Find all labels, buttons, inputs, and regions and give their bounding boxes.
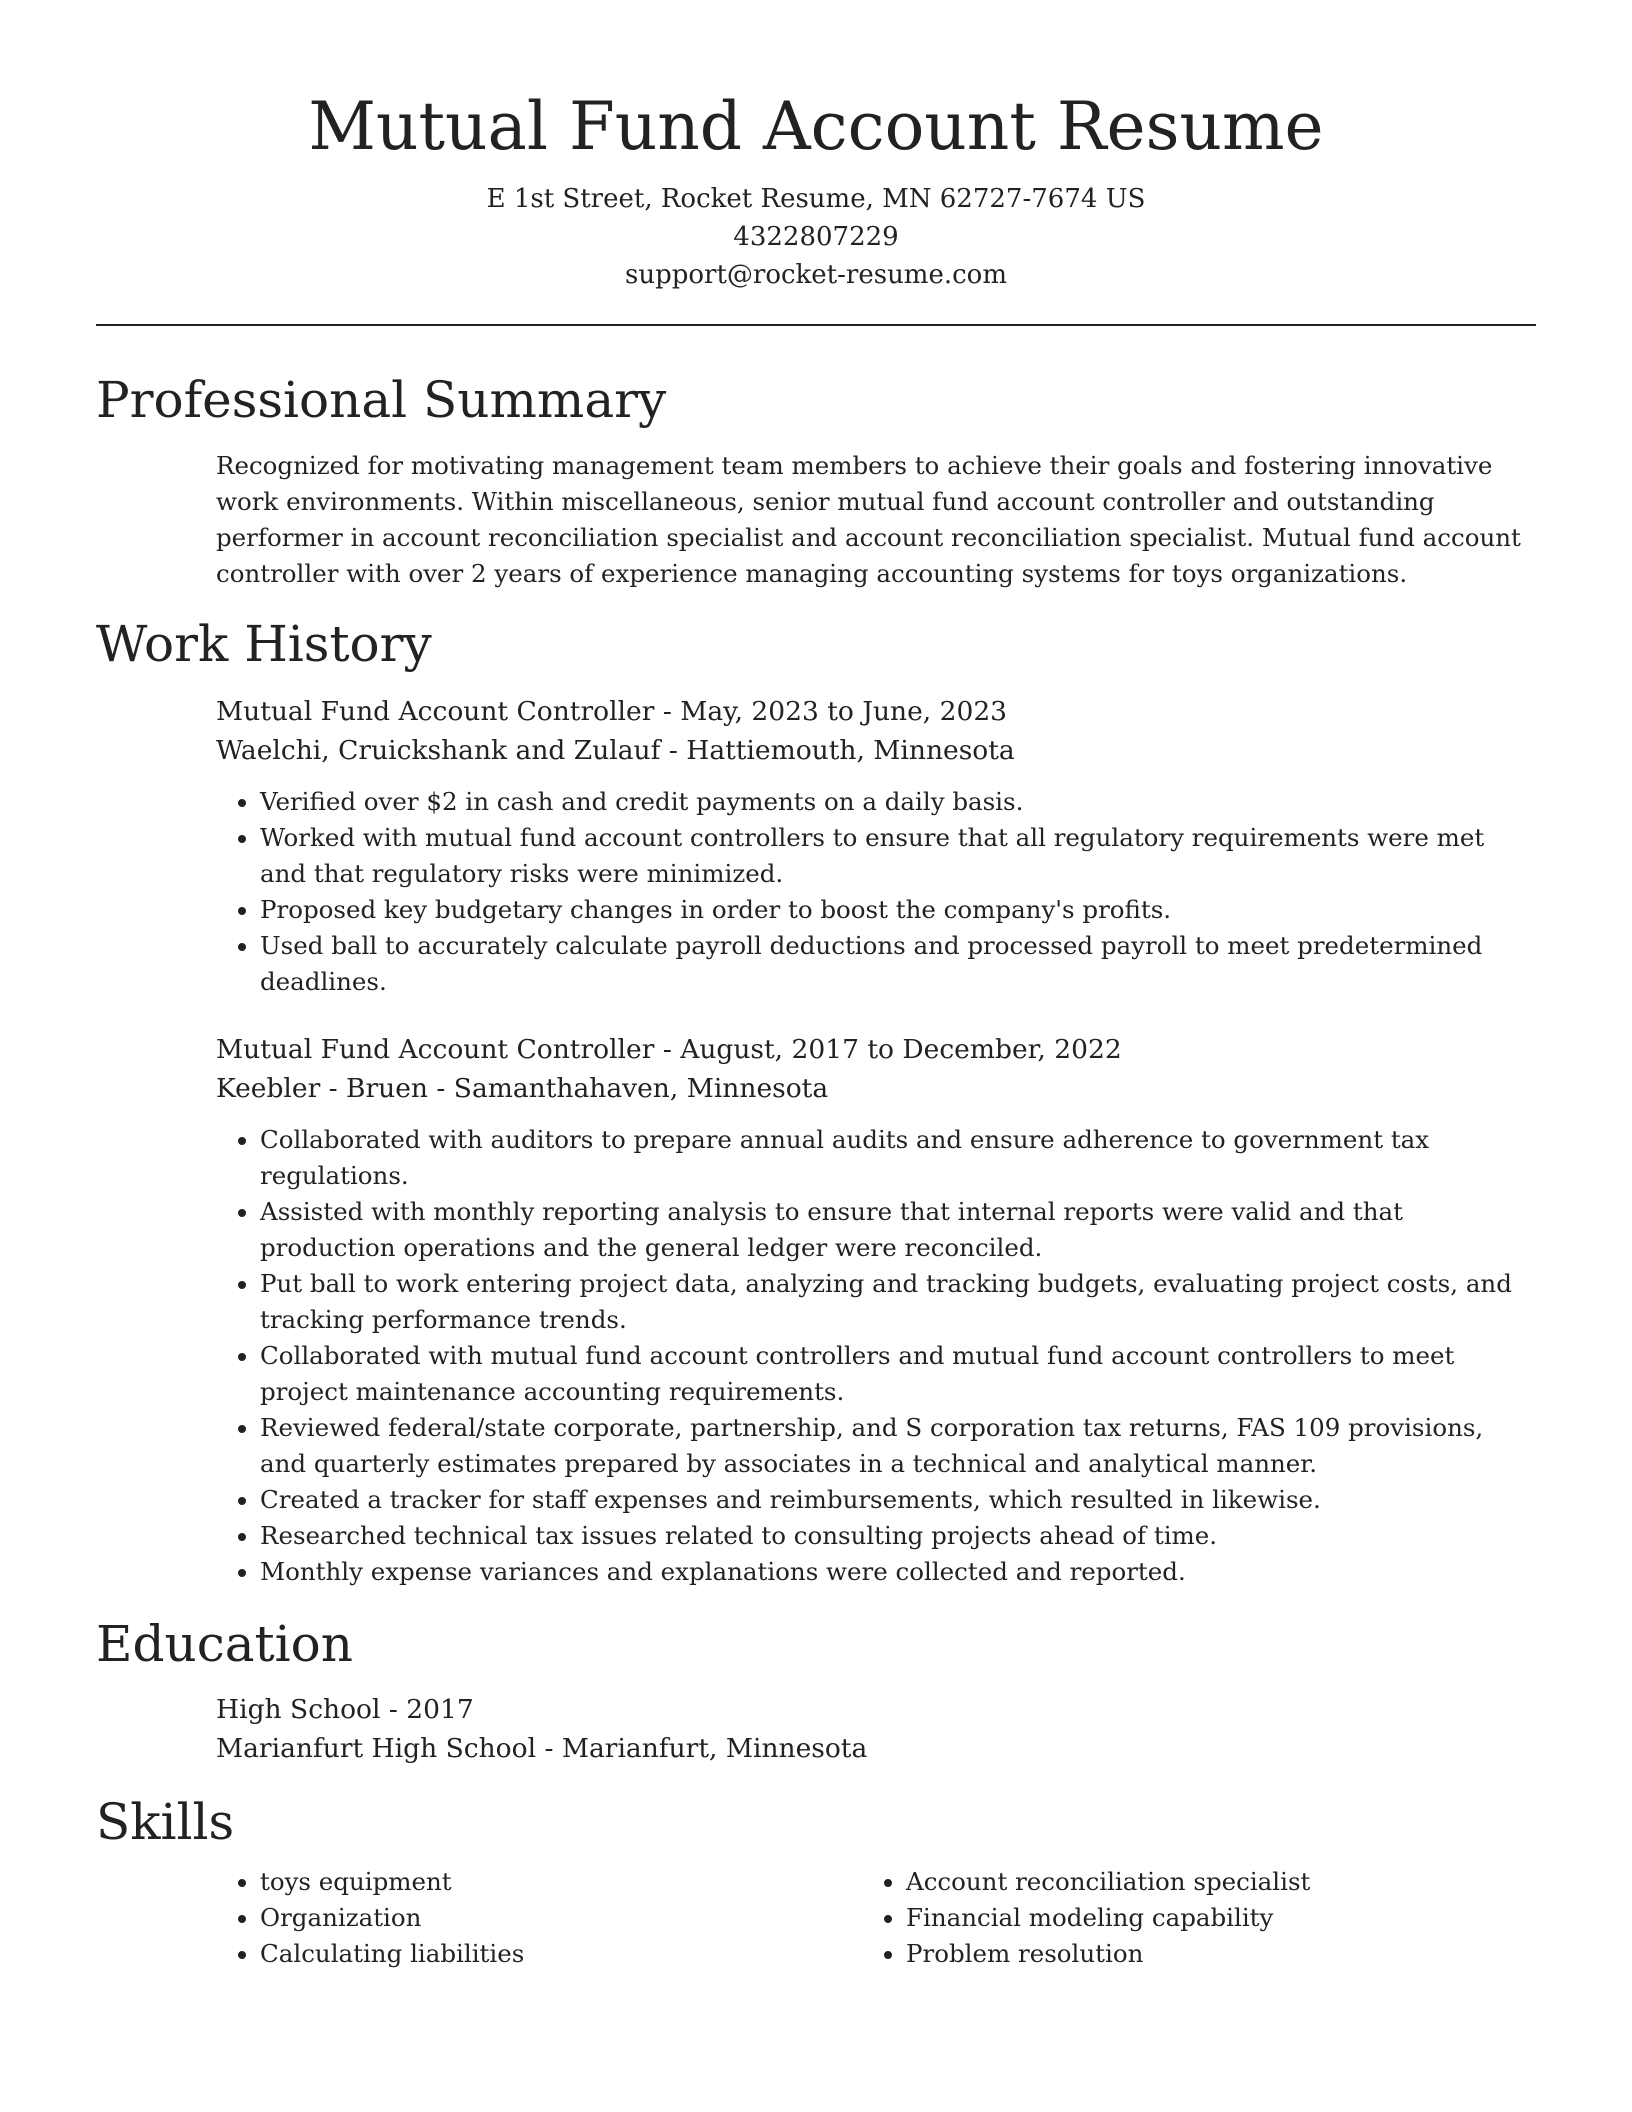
- skills-grid: [216, 1864, 1536, 1972]
- education-degree-line: [216, 1690, 1536, 1729]
- education-degree: High School: [216, 1694, 381, 1725]
- section-title-skills: Skills: [96, 1793, 235, 1851]
- job-company-line: [216, 731, 1536, 770]
- education-school: Marianfurt High School: [216, 1733, 537, 1764]
- job-title: Mutual Fund Account Controller: [216, 1034, 655, 1065]
- job-title: Mutual Fund Account Controller: [216, 696, 655, 727]
- summary-section: [96, 448, 1536, 592]
- education-location: - Marianfurt, Minnesota: [536, 1733, 868, 1764]
- job-entry: [216, 1030, 1536, 1590]
- job-bullet: • Verified over $2 in cash and credit payments on a daily basis.: [260, 784, 1536, 820]
- job-entry: [216, 692, 1536, 1000]
- job-title-line: [216, 692, 1536, 731]
- contact-email: support@rocket-resume.com: [624, 260, 1007, 290]
- skills-column-right: [860, 1864, 1506, 1972]
- job-location: - Samanthahaven, Minnesota: [428, 1073, 829, 1104]
- skills-section: [96, 1864, 1536, 1972]
- job-bullet: • Monthly expense variances and explanations were collected and reported.: [260, 1554, 1536, 1590]
- section-title-education: Education: [96, 1615, 353, 1673]
- job-bullet: • Put ball to work entering project data, analyzing and tracking budgets, evaluating project costs, and tracking performance trends.: [260, 1266, 1536, 1338]
- job-company-line: [216, 1069, 1536, 1108]
- job-dates: - May, 2023 to June, 2023: [654, 696, 1008, 727]
- job-bullet: • Used ball to accurately calculate payroll deductions and processed payroll to meet predetermined deadlines.: [260, 928, 1536, 1000]
- job-bullet: • Created a tracker for staff expenses and reimbursements, which resulted in likewise.: [260, 1482, 1536, 1518]
- job-title-line: [216, 1030, 1536, 1069]
- job-company: Waelchi, Cruickshank and Zulauf: [216, 735, 661, 766]
- job-bullet: • Reviewed federal/state corporate, partnership, and S corporation tax returns, FAS 109 provisions, and quarterly estimates prepared by associates in a technical and analytical manner.: [260, 1410, 1536, 1482]
- summary-text: Recognized for motivating management team members to achieve their goals and fostering innovative work environments. Within miscellaneous, senior mutual fund account controller and outstanding performer in account reconciliation specialist and account reconciliation specialist. Mutual fund account controller with over 2 years of experience managing accounting systems for toys organizations.: [216, 451, 1521, 588]
- job-company: Keebler - Bruen: [216, 1073, 428, 1104]
- job-bullet: • Collaborated with mutual fund account controllers and mutual fund account controllers to meet project maintenance accounting requirements.: [260, 1338, 1536, 1410]
- education-entry: [216, 1690, 1536, 1768]
- resume-name: Mutual Fund Account Resume: [308, 88, 1324, 165]
- skill-item: • Problem resolution: [906, 1936, 1506, 1972]
- contact-phone: 4322807229: [733, 222, 899, 252]
- section-title-summary: Professional Summary: [96, 371, 667, 429]
- education-school-line: [216, 1729, 1536, 1768]
- skill-item: • Financial modeling capability: [906, 1900, 1506, 1936]
- skill-item: • Organization: [260, 1900, 860, 1936]
- job-bullets: [216, 784, 1536, 1000]
- contact-info: [96, 180, 1536, 294]
- job-location: - Hattiemouth, Minnesota: [660, 735, 1015, 766]
- section-title-work-history: Work History: [96, 615, 432, 673]
- skill-item: • toys equipment: [260, 1864, 860, 1900]
- job-bullets: [216, 1122, 1536, 1590]
- skills-column-left: [216, 1864, 860, 1972]
- job-bullet: • Proposed key budgetary changes in order to boost the company's profits.: [260, 892, 1536, 928]
- job-bullet: • Worked with mutual fund account controllers to ensure that all regulatory requirements were met and that regulatory risks were minimized.: [260, 820, 1536, 892]
- job-dates: - August, 2017 to December, 2022: [654, 1034, 1122, 1065]
- header-divider: [96, 324, 1536, 326]
- work-history-section: [96, 692, 1536, 1590]
- contact-address: E 1st Street, Rocket Resume, MN 62727-7674 US: [486, 184, 1146, 214]
- job-bullet: • Researched technical tax issues related to consulting projects ahead of time.: [260, 1518, 1536, 1554]
- skill-item: • Calculating liabilities: [260, 1936, 860, 1972]
- job-bullet: • Collaborated with auditors to prepare annual audits and ensure adherence to government tax regulations.: [260, 1122, 1536, 1194]
- education-section: [96, 1690, 1536, 1768]
- skill-item: • Account reconciliation specialist: [906, 1864, 1506, 1900]
- job-bullet: • Assisted with monthly reporting analysis to ensure that internal reports were valid and that production operations and the general ledger were reconciled.: [260, 1194, 1536, 1266]
- education-year: - 2017: [380, 1694, 474, 1725]
